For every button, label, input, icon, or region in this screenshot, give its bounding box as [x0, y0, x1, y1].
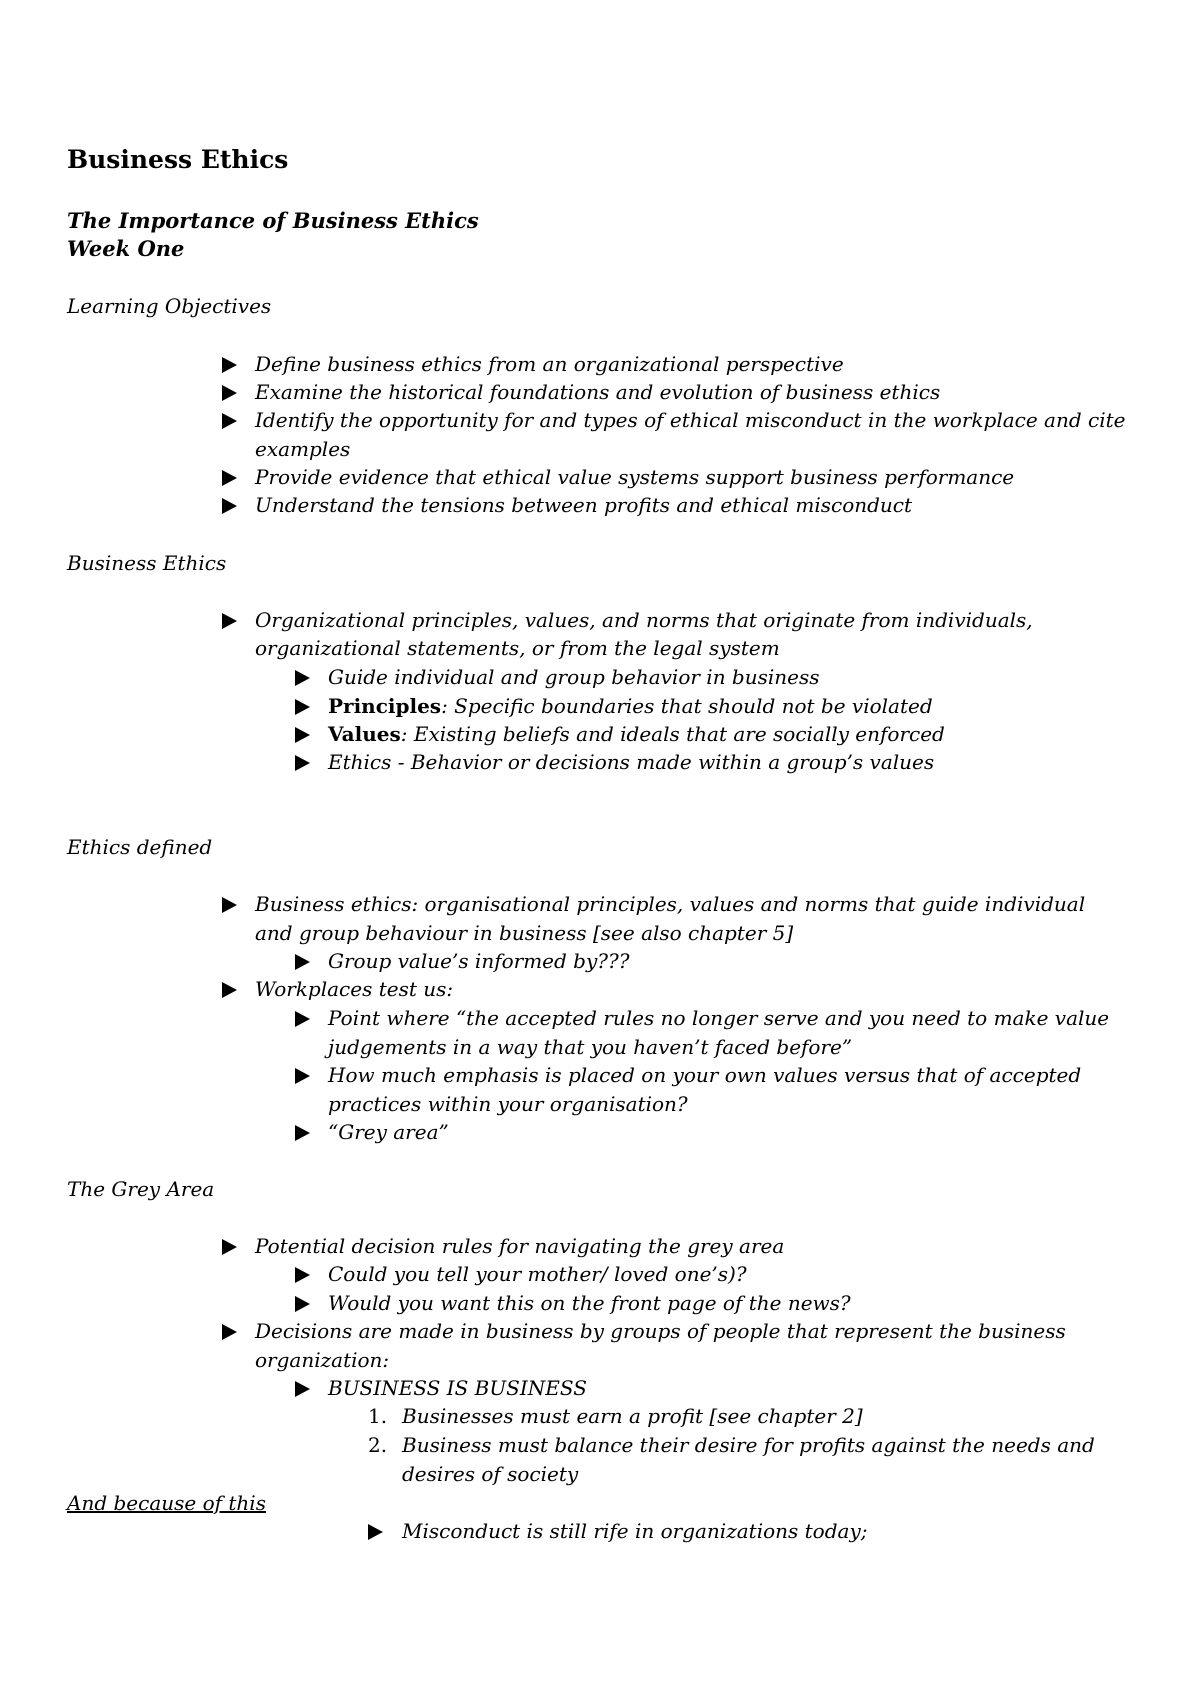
list-item: Organizational principles, values, and norms that originate from individuals, [255, 608, 1033, 632]
objective-item: Examine the historical foundations and evolution of business ethics [255, 380, 941, 404]
bullet-arrow-icon [222, 470, 237, 486]
list-item-continued: and group behaviour in business [see also chapter 5] [255, 921, 794, 945]
section-heading-because: And because of this [67, 1491, 266, 1515]
sub-list-item-principles [328, 692, 933, 720]
bullet-arrow-icon [295, 727, 310, 743]
sub-list-item-values [328, 720, 945, 748]
bullet-arrow-icon [295, 1011, 310, 1027]
sub-list-item: Group value’s informed by??? [328, 949, 630, 973]
bullet-arrow-icon [368, 1524, 383, 1540]
bullet-arrow-icon [295, 954, 310, 970]
sub-list-item: BUSINESS IS BUSINESS [328, 1376, 587, 1400]
bullet-arrow-icon [222, 498, 237, 514]
bullet-arrow-icon [295, 755, 310, 771]
sub-list-item: Would you want this on the front page of the news? [328, 1291, 851, 1315]
objective-item-continued: examples [255, 437, 351, 461]
list-item: Decisions are made in business by groups of people that represent the business [255, 1319, 1066, 1343]
document-title: Business Ethics [67, 145, 289, 174]
numbered-marker: 1. [368, 1404, 388, 1428]
numbered-marker: 2. [368, 1433, 388, 1457]
bullet-arrow-icon [295, 699, 310, 715]
sub-list-item: Point where “the accepted rules no longer serve and you need to make value [328, 1006, 1110, 1030]
numbered-item-continued: desires of society [402, 1462, 579, 1486]
list-item-continued: organizational statements, or from the legal system [255, 636, 780, 660]
sub-list-item: Could you tell your mother/ loved one’s)? [328, 1262, 747, 1286]
list-item-continued: organization: [255, 1348, 390, 1372]
definition-principles: : Specific boundaries that should not be violated [441, 694, 933, 718]
section-heading-grey-area: The Grey Area [67, 1177, 215, 1201]
bullet-arrow-icon [295, 1381, 310, 1397]
bullet-arrow-icon [222, 357, 237, 373]
objective-item: Identify the opportunity for and types of ethical misconduct in the workplace and cite [255, 408, 1126, 432]
objective-item: Understand the tensions between profits and ethical misconduct [255, 493, 913, 517]
objective-item: Define business ethics from an organizational perspective [255, 352, 844, 376]
bullet-arrow-icon [222, 385, 237, 401]
list-item: Workplaces test us: [255, 977, 454, 1001]
list-item: Misconduct is still rife in organizations today; [402, 1519, 868, 1543]
document-subtitle: The Importance of Business Ethics [67, 208, 479, 233]
definition-values: : Existing beliefs and ideals that are socially enforced [400, 722, 945, 746]
section-heading-learning-objectives: Learning Objectives [67, 294, 272, 318]
bullet-arrow-icon [222, 413, 237, 429]
bullet-arrow-icon [222, 897, 237, 913]
bullet-arrow-icon [295, 1296, 310, 1312]
bullet-arrow-icon [222, 982, 237, 998]
list-item: Business ethics: organisational principles, values and norms that guide individual [255, 892, 1086, 916]
sub-list-item-continued: practices within your organisation? [328, 1092, 688, 1116]
numbered-item: Businesses must earn a profit [see chapter 2] [402, 1404, 863, 1428]
sub-list-item: “Grey area” [328, 1120, 449, 1144]
bullet-arrow-icon [295, 1068, 310, 1084]
objective-item: Provide evidence that ethical value systems support business performance [255, 465, 1015, 489]
bullet-arrow-icon [295, 670, 310, 686]
bullet-arrow-icon [222, 1324, 237, 1340]
sub-list-item: Ethics - Behavior or decisions made within a group’s values [328, 750, 935, 774]
week-label: Week One [67, 236, 185, 261]
section-heading-business-ethics: Business Ethics [67, 551, 227, 575]
term-values: Values [328, 722, 401, 746]
bullet-arrow-icon [295, 1267, 310, 1283]
sub-list-item: Guide individual and group behavior in business [328, 665, 820, 689]
section-heading-ethics-defined: Ethics defined [67, 835, 213, 859]
term-principles: Principles [328, 694, 442, 718]
list-item: Potential decision rules for navigating the grey area [255, 1234, 785, 1258]
bullet-arrow-icon [222, 1239, 237, 1255]
numbered-item: Business must balance their desire for profits against the needs and [402, 1433, 1095, 1457]
sub-list-item-continued: judgements in a way that you haven’t faced before” [328, 1035, 853, 1059]
sub-list-item: How much emphasis is placed on your own values versus that of accepted [328, 1063, 1082, 1087]
bullet-arrow-icon [222, 613, 237, 629]
bullet-arrow-icon [295, 1125, 310, 1141]
